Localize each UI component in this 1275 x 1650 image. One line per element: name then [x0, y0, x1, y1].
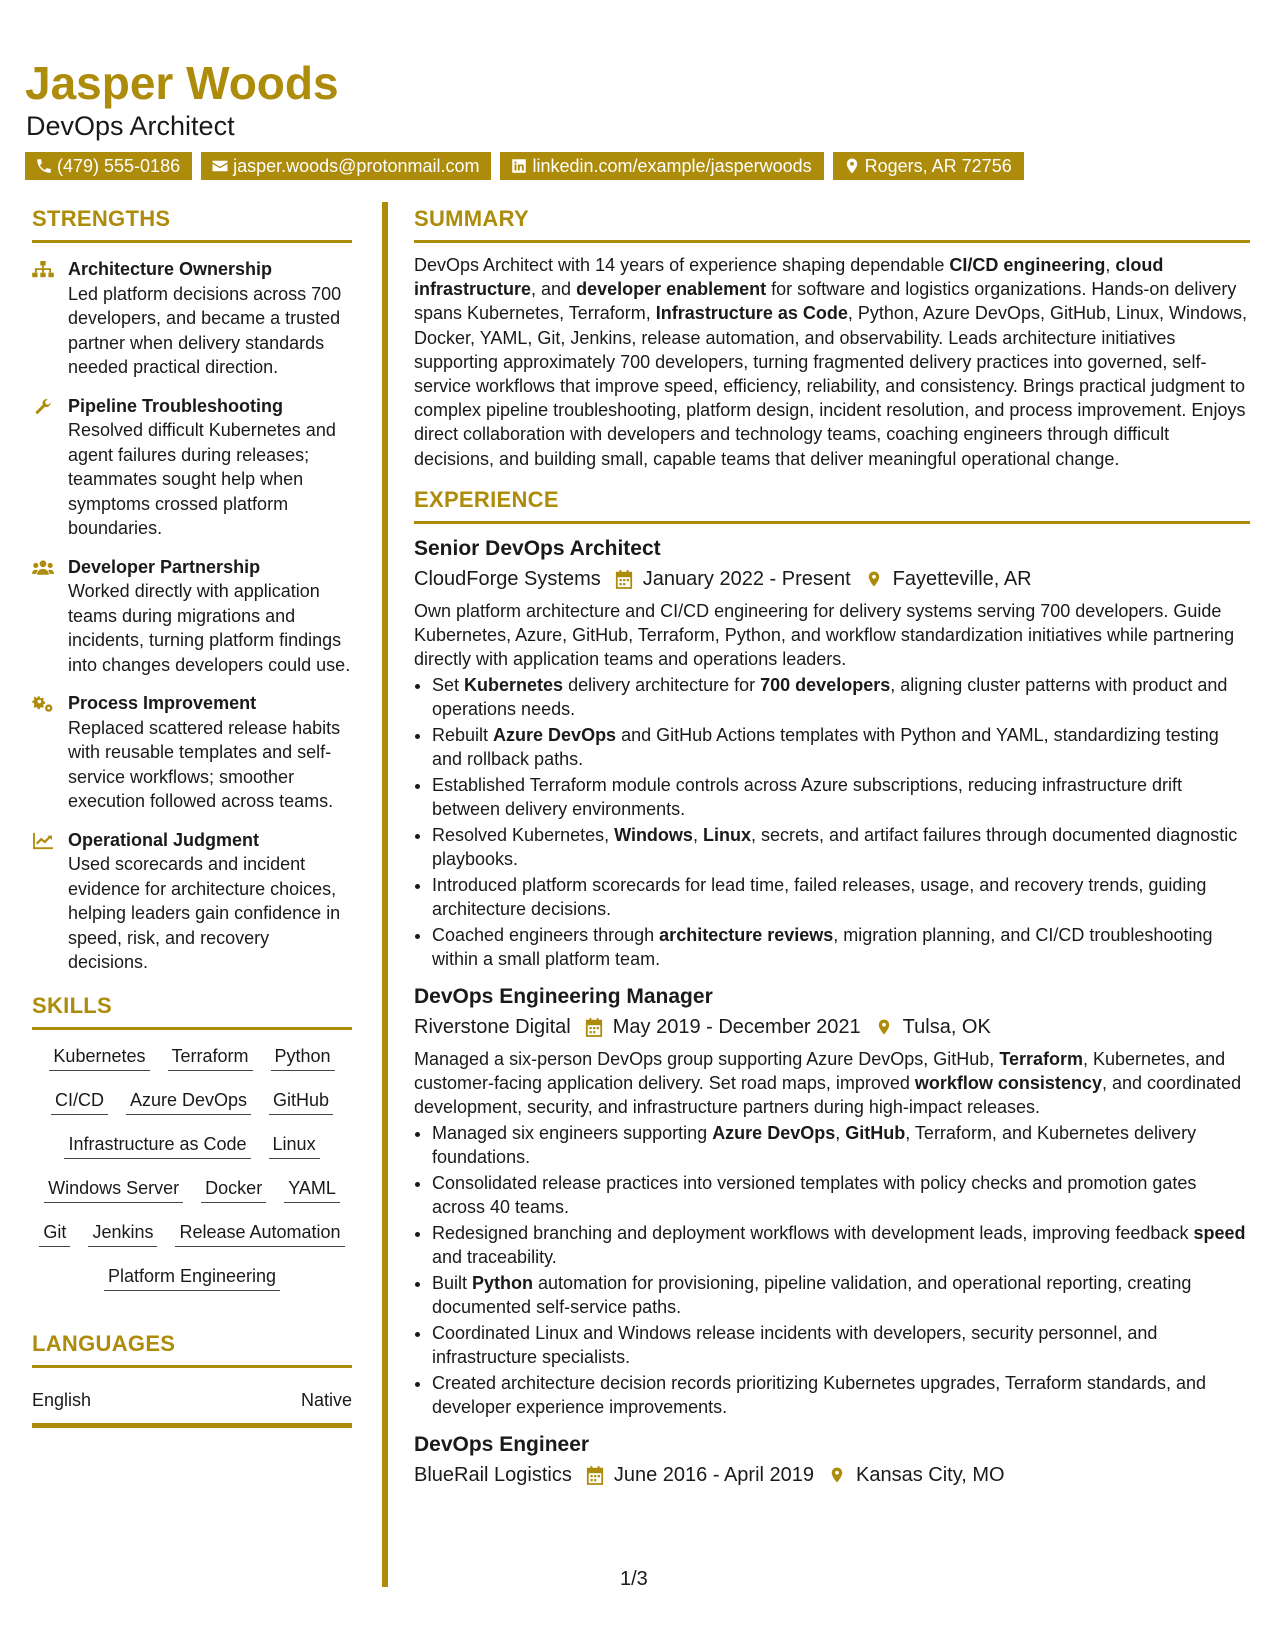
- calendar-icon: [615, 569, 633, 589]
- strength-item: [32, 394, 352, 541]
- bold-text: architecture reviews: [659, 924, 834, 945]
- bold-text: Python: [472, 1272, 534, 1293]
- strength-item: [32, 828, 352, 975]
- bold-text: Terraform: [999, 1048, 1084, 1069]
- strengths-list: [32, 257, 352, 975]
- job-description: Own platform architecture and CI/CD engineering for delivery systems serving 700 developers. Guide Kubernetes, Azure, GitHub, Terraform, Python, and workflow standardization initiatives while partnering directly with application teams and operations leaders.: [414, 600, 1235, 669]
- summary-text: DevOps Architect with 14 years of experience shaping dependable CI/CD engineering, cloud infrastructure, and developer enablement for software and logistics organizations. Hands-on delivery spans Kubernetes, Terraform, Infrastructure as Code, Python, Azure DevOps, GitHub, Linux, Windows, Docker, YAML, Git, Jenkins, release automation, and observability. Leads architecture initiatives supporting approximately 700 developers, turning fragmented delivery practices into governed, self-service workflows that improve speed, efficiency, reliability, and consistency. Brings practical judgment to complex pipeline troubleshooting, platform design, incident resolution, and process improvement. Enjoys direct collaboration with developers and technology teams, coaching engineers through difficult decisions, and building small, capable teams that deliver meaningful operational change.: [414, 255, 1248, 469]
- page-number: 1/3: [620, 1568, 648, 1590]
- job-bullets: [414, 1121, 1250, 1420]
- contact-bar: [25, 152, 1024, 180]
- bullet-item: • Built Python automation for provisioning, pipeline validation, and operational reporting, creating documented self-service paths.: [432, 1271, 1250, 1320]
- location-text: Rogers, AR 72756: [864, 155, 1012, 176]
- users-icon: [32, 559, 54, 577]
- job-meta: [414, 569, 1250, 589]
- bullet-item: • Coordinated Linux and Windows release incidents with developers, security personnel, and infrastructure specialists.: [432, 1321, 1250, 1370]
- bullet-item: • Rebuilt Azure DevOps and GitHub Actions templates with Python and YAML, standardizing testing and rollback paths.: [432, 723, 1250, 772]
- skill-tag: Windows Server: [44, 1176, 183, 1203]
- job-description: Managed a six-person DevOps group supporting Azure DevOps, GitHub, Terraform, Kubernetes, and customer-facing application delivery. Set road maps, improved workflow consistency, and coordinated development, security, and infrastructure partners during high-impact releases.: [414, 1048, 1242, 1117]
- skill-tag: Kubernetes: [49, 1044, 149, 1071]
- job-meta: [414, 1465, 1250, 1485]
- bold-text: speed: [1193, 1222, 1246, 1243]
- left-column: [32, 208, 352, 1428]
- skill-row: [32, 1044, 352, 1071]
- bold-text: Kubernetes: [464, 674, 564, 695]
- strength-text: Led platform decisions across 700 developers, and became a trusted partner when delivery standards needed practical direction.: [68, 283, 342, 377]
- email-text: jasper.woods@protonmail.com: [233, 155, 480, 176]
- languages-heading: LANGUAGES: [32, 1333, 352, 1368]
- strength-text: Replaced scattered release habits with reusable templates and self-service workflows; smoother execution followed across teams.: [68, 717, 341, 811]
- job-title: DevOps Engineer: [414, 1432, 590, 1456]
- map-pin-icon: [875, 1017, 893, 1037]
- strengths-heading: STRENGTHS: [32, 208, 352, 243]
- job-entry: [414, 1434, 1250, 1485]
- skill-tag: CI/CD: [51, 1088, 108, 1115]
- strength-text: Worked directly with application teams during migrations and incidents, turning platform findings into changes developers could use.: [68, 581, 351, 675]
- skill-tag: Jenkins: [88, 1220, 157, 1247]
- job-location: Kansas City, MO: [856, 1463, 1005, 1486]
- bullet-item: • Resolved Kubernetes, Windows, Linux, secrets, and artifact failures through documented diagnostic playbooks.: [432, 823, 1250, 872]
- strength-title: Process Improvement: [68, 693, 257, 713]
- summary-heading: SUMMARY: [414, 208, 1250, 243]
- candidate-role: DevOps Architect: [26, 111, 235, 141]
- bold-text: Linux: [702, 824, 751, 845]
- skill-row: [32, 1264, 352, 1291]
- linkedin-icon: [510, 157, 528, 175]
- job-title: Senior DevOps Architect: [414, 536, 661, 560]
- bold-text: Windows: [614, 824, 693, 845]
- strength-title: Architecture Ownership: [68, 259, 273, 279]
- bold-text: developer enablement: [576, 279, 767, 300]
- bullet-item: • Managed six engineers supporting Azure DevOps, GitHub, Terraform, and Kubernetes delivery foundations.: [432, 1121, 1250, 1170]
- contact-phone[interactable]: [25, 152, 192, 180]
- bold-text: GitHub: [845, 1122, 906, 1143]
- strength-text: Used scorecards and incident evidence for architecture choices, helping leaders gain confidence in speed, risk, and recovery decisions.: [68, 854, 341, 972]
- skill-tag: Infrastructure as Code: [64, 1132, 250, 1159]
- sitemap-icon: [32, 261, 54, 279]
- strength-title: Pipeline Troubleshooting: [68, 395, 284, 416]
- phone-text: (479) 555-0186: [57, 155, 181, 176]
- skill-tag: GitHub: [269, 1088, 333, 1115]
- strength-item: [32, 257, 352, 380]
- language-name: English: [32, 1389, 92, 1410]
- skill-row: [32, 1088, 352, 1115]
- skill-tag: Platform Engineering: [104, 1264, 280, 1291]
- strength-item: [32, 555, 352, 678]
- skill-tag: Azure DevOps: [126, 1088, 251, 1115]
- job-meta: [414, 1017, 1250, 1037]
- envelope-icon: [211, 157, 229, 175]
- skills-heading: SKILLS: [32, 995, 352, 1030]
- bold-text: workflow consistency: [914, 1072, 1102, 1093]
- contact-email[interactable]: [201, 152, 491, 180]
- contact-linkedin[interactable]: [500, 152, 823, 180]
- job-company: Riverstone Digital: [414, 1015, 571, 1038]
- job-dates: May 2019 - December 2021: [612, 1015, 861, 1038]
- skill-row: [32, 1176, 352, 1203]
- wrench-icon: [32, 398, 54, 416]
- strength-text: Resolved difficult Kubernetes and agent failures during releases; teammates sought help when symptoms crossed platform boundaries.: [68, 420, 336, 538]
- bold-text: Infrastructure as Code: [655, 303, 848, 324]
- calendar-icon: [585, 1017, 603, 1037]
- job-entry: [414, 538, 1250, 972]
- job-title: DevOps Engineering Manager: [414, 984, 713, 1008]
- bold-text: CI/CD engineering: [949, 255, 1106, 275]
- candidate-name: Jasper Woods: [25, 57, 339, 109]
- chart-line-icon: [32, 832, 54, 850]
- skills-list: [32, 1044, 352, 1291]
- skill-row: [32, 1220, 352, 1247]
- bold-text: 700 developers: [760, 674, 891, 695]
- experience-heading: EXPERIENCE: [414, 489, 1250, 524]
- bullet-item: • Created architecture decision records prioritizing Kubernetes upgrades, Terraform standards, and developer experience improvements.: [432, 1371, 1250, 1420]
- skill-tag: Terraform: [168, 1044, 253, 1071]
- column-divider: [382, 202, 388, 1587]
- job-company: CloudForge Systems: [414, 567, 601, 590]
- bullet-item: • Set Kubernetes delivery architecture for 700 developers, aligning cluster patterns with product and operations needs.: [432, 673, 1250, 722]
- map-pin-icon: [828, 1465, 846, 1485]
- job-company: BlueRail Logistics: [414, 1463, 572, 1486]
- job-dates: June 2016 - April 2019: [613, 1463, 815, 1486]
- job-location: Tulsa, OK: [902, 1015, 991, 1038]
- job-dates: January 2022 - Present: [642, 567, 851, 590]
- skill-tag: Docker: [201, 1176, 266, 1203]
- map-pin-icon: [843, 157, 861, 175]
- strength-title: Operational Judgment: [68, 829, 260, 850]
- bold-text: Azure DevOps: [712, 1122, 836, 1143]
- language-level: Native: [300, 1389, 352, 1410]
- job-location: Fayetteville, AR: [892, 567, 1032, 590]
- strength-item: [32, 691, 352, 814]
- phone-icon: [35, 157, 53, 175]
- skill-row: [32, 1132, 352, 1159]
- bullet-item: • Coached engineers through architecture reviews, migration planning, and CI/CD troubleshooting within a small platform team.: [432, 923, 1250, 972]
- calendar-icon: [586, 1465, 604, 1485]
- bullet-item: • Redesigned branching and deployment workflows with development leads, improving feedback speed and traceability.: [432, 1221, 1250, 1270]
- bold-text: cloud infrastructure: [414, 255, 1164, 300]
- right-column: [414, 208, 1250, 1485]
- contact-location: [833, 152, 1024, 180]
- bold-text: Azure DevOps: [493, 724, 617, 745]
- skill-tag: Python: [271, 1044, 335, 1071]
- bullet-item: • Consolidated release practices into versioned templates with policy checks and promotion gates across 40 teams.: [432, 1171, 1250, 1220]
- skill-tag: Git: [39, 1220, 70, 1247]
- skill-tag: YAML: [284, 1176, 340, 1203]
- gears-icon: [32, 695, 54, 713]
- skill-tag: Release Automation: [175, 1220, 344, 1247]
- linkedin-text: linkedin.com/example/jasperwoods: [532, 155, 812, 176]
- job-bullets: [414, 673, 1250, 972]
- bullet-item: • Established Terraform module controls across Azure subscriptions, reducing infrastructure drift between delivery environments.: [432, 773, 1250, 822]
- language-row: [32, 1390, 352, 1428]
- job-entry: [414, 986, 1250, 1420]
- map-pin-icon: [865, 569, 883, 589]
- strength-title: Developer Partnership: [68, 556, 261, 577]
- bullet-item: • Introduced platform scorecards for lead time, failed releases, usage, and recovery trends, guiding architecture decisions.: [432, 873, 1250, 922]
- skill-tag: Linux: [269, 1132, 320, 1159]
